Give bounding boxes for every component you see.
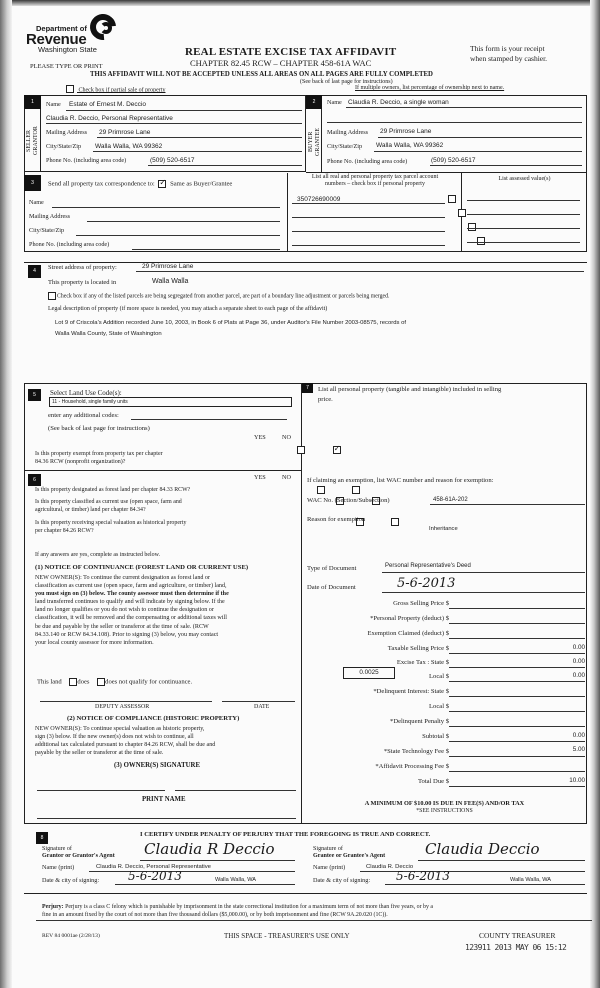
grantor-signature-label: Signature of Grantor or Grantor's Agent: [42, 846, 115, 859]
seller-phone-label: Phone No. (including area code): [46, 157, 127, 164]
parcel-personal-checkbox-1[interactable]: [448, 195, 456, 203]
logo-state: Washington State: [38, 45, 97, 54]
reason-label: Reason for exemption: [307, 516, 366, 523]
same-as-buyer-checkbox[interactable]: [158, 180, 166, 188]
street-line: [136, 271, 584, 272]
grantee-name-label: Name (print): [313, 864, 346, 871]
exempt-yes-checkbox[interactable]: [297, 446, 305, 454]
form-subtitle: CHAPTER 82.45 RCW – CHAPTER 458-61A WAC: [190, 58, 372, 68]
segregated-label: Check box if any of the listed parcels are being segregated from another parcel, are part of a boundary line adjustment or parcels being merged.: [57, 293, 390, 300]
buyer-city-label: City/State/Zip: [327, 143, 363, 150]
delinquent-interest-local-field[interactable]: [449, 711, 585, 712]
fee-label: *Delinquent Interest: State $: [373, 688, 449, 695]
buyer-phone-field[interactable]: (509) 520-6517: [431, 157, 476, 164]
section-4-top-rule: [24, 262, 587, 263]
fee-label: *State Technology Fee $: [383, 748, 449, 755]
buyer-mailing-label: Mailing Address: [327, 129, 369, 136]
section-7-number: 7: [302, 383, 313, 393]
section-5-number: 5: [28, 389, 41, 401]
located-field[interactable]: Walla Walla: [152, 278, 189, 285]
notice-compliance-title: (2) NOTICE OF COMPLIANCE (HISTORIC PROPERTY): [67, 715, 240, 722]
parcel-divider: [287, 173, 288, 252]
wac-label: WAC No. (Section/Subsection): [307, 497, 390, 504]
corr-phone-label: Phone No. (including area code): [29, 241, 110, 248]
certify-statement: I CERTIFY UNDER PENALTY OF PERJURY THAT THE FOREGOING IS TRUE AND CORRECT.: [140, 831, 431, 838]
exempt-question: Is this property exempt from property tax per chapter 84.36 RCW (nonprofit organization)?: [35, 451, 163, 465]
wac-field[interactable]: 458-61A-202: [433, 497, 468, 503]
deputy-assessor-label: DEPUTY ASSESSOR: [95, 704, 150, 710]
corr-name-label: Name: [29, 199, 44, 206]
segregated-row: [48, 292, 389, 300]
print-name-field[interactable]: [37, 818, 296, 819]
minimum-due-note: A MINIMUM OF $10.00 IS DUE IN FEE(S) AND/OR TAX: [364, 800, 525, 807]
buyer-city-line: [374, 151, 582, 152]
correspondence-label: Send all property tax correspondence to: ✓ Same as Buyer/Grantee: [48, 180, 232, 188]
grantor-name-field[interactable]: Claudia R. Deccio, Personal Representative: [96, 864, 211, 870]
corr-mailing-label: Mailing Address: [29, 213, 71, 220]
perjury-top-rule: [24, 893, 587, 894]
exempt-no-checkbox[interactable]: [333, 446, 341, 454]
additional-codes-field[interactable]: [131, 419, 287, 420]
section-4-number: 4: [28, 265, 41, 278]
fee-label: Local $: [429, 703, 449, 710]
does-label: does: [77, 678, 90, 686]
print-name-label: PRINT NAME: [142, 796, 186, 803]
legal-label: Legal description of property (if more space is needed, you may attach a separate sheet to each page of the affidavit): [48, 306, 328, 312]
seller-mailing-field[interactable]: 29 Primrose Lane: [99, 129, 151, 136]
doc-type-line: [382, 572, 585, 573]
perjury-underline: [36, 920, 592, 921]
doc-date-label: Date of Document: [307, 584, 356, 591]
scan-edge-right: [590, 0, 600, 988]
total-due-field[interactable]: [449, 786, 585, 787]
taxable-selling-price-value: 0.00: [572, 644, 585, 651]
total-due-value: 10.00: [569, 777, 585, 784]
section-3-number: 3: [24, 175, 41, 191]
buyer-name-line: [346, 107, 582, 108]
partial-sale-checkbox[interactable]: [66, 85, 74, 93]
owner-signature-label: (3) OWNER(S) SIGNATURE: [114, 762, 200, 769]
grantee-name-field[interactable]: Claudia R. Deccio: [366, 864, 414, 870]
segregated-checkbox[interactable]: [48, 292, 56, 300]
land-use-instructions: (See back of last page for instructions): [48, 425, 150, 432]
seller-name2-line: [46, 123, 302, 124]
fee-label: Gross Selling Price $: [393, 600, 449, 607]
parcel-number-4[interactable]: [292, 245, 445, 246]
exemption-claimed-field[interactable]: [449, 638, 585, 639]
forest-land-question: Is this property designated as forest land per chapter 84.33 RCW?: [35, 487, 191, 493]
notice-compliance-body: NEW OWNER(S): To continue special valuation as historic property, sign (3) below. If the new owner(s) does not wish to continue, all additional tax calculated pursuant to chapter 84.26 RCW, shall be due and payable by the seller or transferor at the time of sale.: [35, 726, 216, 757]
seller-city-line: [93, 151, 302, 152]
scan-edge-left: [0, 0, 12, 988]
fee-label: Exemption Claimed (deduct) $: [367, 630, 449, 637]
forest-land-yes-checkbox[interactable]: [317, 486, 325, 494]
land-use-label: Select Land Use Code(s):: [50, 389, 122, 397]
grantor-signature-line: [140, 860, 295, 861]
exempt-no-header: NO: [282, 434, 291, 441]
delinquent-interest-state-field[interactable]: [449, 696, 585, 697]
assessed-value-2[interactable]: [467, 214, 580, 215]
seller-city-label: City/State/Zip: [46, 143, 82, 150]
personal-property-deduct-field[interactable]: [449, 623, 585, 624]
seller-phone-line: [148, 165, 302, 166]
current-use-question: Is this property classified as current use (open space, farm and agricultural, or timber) land per chapter 84.34?: [35, 499, 182, 513]
personal-property-label: List all personal property (tangible and intangible) included in selling price.: [318, 386, 502, 403]
subtotal-field[interactable]: [449, 741, 585, 742]
grantor-signature[interactable]: Claudia R Deccio: [144, 840, 275, 858]
parcel-header: List all real and personal property tax parcel account numbers – check box if personal property: [311, 174, 439, 187]
partial-sale-row: [66, 87, 165, 93]
completion-warning: THIS AFFIDAVIT WILL NOT BE ACCEPTED UNLESS ALL AREAS ON ALL PAGES ARE FULLY COMPLETED: [90, 71, 433, 78]
assessed-value-4[interactable]: [467, 242, 580, 243]
parcel-line-1: [292, 203, 445, 204]
grantee-signature-line: [418, 860, 585, 861]
grantee-signature[interactable]: Claudia Deccio: [425, 840, 540, 858]
if-yes-note: If any answers are yes, complete as instructed below.: [35, 552, 160, 558]
perjury-notice: Perjury: Perjury is a class C felony which is punishable by imprisonment in the state correctional institution for a maximum term of not more than five years, or by a fine in an amount fixed by the court of not more than five thousand dollars ($5,000.00), or by both imprisonment and fine (RCW 9A.20.020 (1C)).: [42, 904, 433, 918]
historic-question: Is this property receiving special valuation as historical property per chapter 84.26 RCW?: [35, 520, 187, 534]
buyer-phone-label: Phone No. (including area code): [327, 158, 408, 165]
additional-codes-label: enter any additional codes:: [48, 412, 119, 419]
gross-selling-price-field[interactable]: [449, 608, 585, 609]
grantor-date-label: Date & city of signing:: [42, 877, 100, 884]
deputy-date-label: DATE: [254, 704, 270, 710]
seller-grantor-label: SELLER GRANTOR: [26, 126, 39, 156]
same-as-buyer-label: Same as Buyer/Grantee: [170, 180, 233, 188]
buyer-name2-line: [327, 122, 582, 123]
historic-no-checkbox[interactable]: [391, 518, 399, 526]
buyer-name-label: Name: [327, 99, 342, 106]
section-1-number: 1: [24, 95, 41, 109]
wac-line: [430, 504, 585, 505]
buyer-grantee-label: BUYER GRANTEE: [308, 128, 321, 156]
corr-city-label: City/State/Zip: [29, 227, 65, 234]
buyer-city-field[interactable]: Walla Walla, WA 99362: [376, 142, 444, 149]
parcel-number-2[interactable]: [292, 217, 445, 218]
section-6-top-rule: [24, 470, 301, 471]
section-2-number: 2: [306, 95, 322, 109]
legal-description-line2[interactable]: Walla Walla County, State of Washington: [55, 331, 162, 337]
fee-label: Local $: [429, 673, 449, 680]
notice-continuance-body: NEW OWNER(S): To continue the current designation as forest land or classification as current use (open space, farm and agriculture, or timber) land, you must sign on (3) below. The county assessor must then determine if the land transferred continues to qualify and will indicate by signing below. If the land no longer qualifies or you do not wish to continue the designation or classification, it will be removed and the compensating or additional taxes will be due and payable by the seller or transferor at the time of sale. (RCW 84.33.140 or RCW 84.34.108). Prior to signing (3) below, you may contact your local county assessor for more information.: [35, 575, 229, 646]
treasurer-stamp: 123911 2013 MAY 06 15:12: [465, 943, 567, 952]
grantee-name-line: [360, 871, 585, 872]
corr-city-field[interactable]: [76, 235, 280, 236]
section-8-top-rule: [24, 823, 587, 824]
grantee-city-field[interactable]: Walla Walla, WA: [510, 877, 552, 883]
state-technology-fee-value: 5.00: [572, 746, 585, 753]
fee-label: *Delinquent Penalty $: [390, 718, 449, 725]
doc-type-label: Type of Document: [307, 565, 357, 572]
reason-field[interactable]: Inheritance: [429, 526, 458, 532]
doc-date-field[interactable]: 5-6-2013: [397, 576, 456, 591]
s6-no-header: NO: [282, 474, 291, 481]
doc-date-line: [382, 592, 585, 593]
county-treasurer-label: COUNTY TREASURER: [479, 931, 556, 940]
taxable-selling-price-field[interactable]: [449, 653, 585, 654]
seller-city-field[interactable]: Walla Walla, WA 99362: [95, 143, 163, 150]
grantor-name-line: [89, 871, 295, 872]
seller-name2-field[interactable]: Claudia R. Deccio, Personal Representative: [46, 115, 173, 122]
buyer-phone-line: [430, 165, 582, 166]
buyer-mailing-line: [378, 137, 582, 138]
local-rate-value: 0.0025: [359, 669, 379, 676]
seller-phone-field[interactable]: (509) 520-6517: [150, 157, 195, 164]
corr-phone-field[interactable]: [132, 249, 280, 250]
grantee-date-line: [385, 884, 585, 885]
seller-mailing-line: [97, 137, 302, 138]
continuance-qualify-row: This land does does not qualify for continuance.: [37, 678, 193, 686]
grantee-date-label: Date & city of signing:: [313, 877, 371, 884]
corr-name-field[interactable]: [52, 207, 280, 208]
receipt-note-line1: This form is your receipt: [470, 44, 545, 53]
s6-yes-header: YES: [254, 474, 266, 481]
grantor-city-field[interactable]: Walla Walla, WA: [215, 877, 257, 883]
does-not-qualify-checkbox[interactable]: [97, 678, 105, 686]
grantee-signature-label: Signature of Grantee or Grantee's Agent: [313, 846, 386, 859]
buyer-name-field[interactable]: Claudia R. Deccio, a single woman: [348, 99, 449, 106]
revision-code: REV 84 0001ae (2/28/13): [42, 933, 100, 939]
logo-dept: Department of: [36, 24, 87, 33]
section-8-number: 8: [36, 832, 48, 844]
street-label: Street address of property:: [48, 264, 117, 271]
fee-label: Taxable Selling Price $: [387, 645, 449, 652]
excise-local-value: 0.00: [572, 672, 585, 679]
seller-name-field[interactable]: Estate of Ernest M. Deccio: [69, 101, 146, 108]
multiple-owners-note: If multiple owners, list percentage of ownership next to name.: [355, 85, 505, 91]
state-technology-fee-field[interactable]: [449, 756, 585, 757]
logo-name: Revenue: [26, 31, 87, 48]
does-qualify-checkbox[interactable]: [69, 678, 77, 686]
section-6-number: 6: [28, 474, 41, 486]
grantor-name-label: Name (print): [42, 864, 75, 871]
receipt-note-line2: when stamped by cashier.: [470, 54, 548, 63]
forest-land-no-checkbox[interactable]: [352, 486, 360, 494]
form-title: REAL ESTATE EXCISE TAX AFFIDAVIT: [185, 46, 397, 58]
exempt-yes-header: YES: [254, 434, 266, 441]
parcel-personal-checkbox-2[interactable]: [458, 209, 466, 217]
deputy-date-field[interactable]: [222, 701, 295, 702]
exemption-label: If claiming an exemption, list WAC number and reason for exemption:: [307, 477, 494, 484]
fee-label: Subtotal $: [422, 733, 449, 740]
seller-mailing-label: Mailing Address: [46, 129, 88, 136]
grantee-date-field[interactable]: 5-6-2013: [396, 869, 450, 883]
see-back-note: (See back of last page for instructions): [300, 79, 393, 85]
seller-name-label: Name: [46, 101, 61, 108]
subtotal-value: 0.00: [572, 732, 585, 739]
seller-name-line: [66, 110, 302, 111]
fee-label: Excise Tax : State $: [396, 659, 449, 666]
owner-signature-field[interactable]: [37, 790, 165, 791]
please-type: PLEASE TYPE OR PRINT: [30, 63, 103, 70]
doc-type-field[interactable]: Personal Representative's Deed: [385, 563, 471, 569]
excise-state-field[interactable]: [449, 667, 585, 668]
deputy-assessor-signature[interactable]: [40, 701, 212, 702]
corr-mailing-field[interactable]: [87, 221, 280, 222]
assessed-header: List assessed value(s): [498, 176, 551, 182]
affidavit-processing-fee-field[interactable]: [449, 771, 585, 772]
see-instructions-note: *SEE INSTRUCTIONS: [416, 808, 473, 814]
land-use-value: 11 - Household, single family units: [52, 399, 128, 405]
located-label: This property is located in: [48, 279, 117, 286]
land-use-select[interactable]: [49, 397, 292, 407]
excise-local-field[interactable]: [449, 681, 585, 682]
owner-signature-field-2[interactable]: [175, 790, 296, 791]
fee-label: *Affidavit Processing Fee $: [375, 763, 449, 770]
legal-description-line1[interactable]: Lot 9 of Criscola's Addition recorded June 10, 2003, in Book 6 of Plats at Page 36, under Auditor's File Number 2003-08575, records of: [55, 320, 406, 326]
grantor-date-field[interactable]: 5-6-2013: [128, 869, 182, 883]
receipt-note: [470, 44, 547, 64]
scan-edge-top: [0, 0, 600, 6]
does-not-label: does not qualify for continuance.: [105, 678, 193, 686]
revenue-logo-inner-icon: [100, 22, 112, 34]
grantor-date-line: [115, 884, 295, 885]
fee-label: Total Due $: [417, 778, 449, 785]
buyer-mailing-field[interactable]: 29 Primrose Lane: [380, 128, 432, 135]
partial-sale-label: Check box if partial sale of property: [78, 87, 166, 94]
fee-label: *Personal Property (deduct) $: [370, 615, 449, 622]
notice-continuance-title: (1) NOTICE OF CONTINUANCE (FOREST LAND OR CURRENT USE): [35, 564, 249, 571]
street-field[interactable]: 29 Primrose Lane: [142, 263, 194, 270]
parcel-number-1[interactable]: 350726690009: [297, 196, 341, 203]
assessed-value-1[interactable]: [467, 200, 580, 201]
parcel-number-3[interactable]: [292, 231, 445, 232]
assessed-value-3[interactable]: [467, 228, 580, 229]
excise-state-value: 0.00: [572, 658, 585, 665]
treasurer-use-only: THIS SPACE - TREASURER'S USE ONLY: [224, 932, 350, 940]
delinquent-penalty-field[interactable]: [449, 726, 585, 727]
